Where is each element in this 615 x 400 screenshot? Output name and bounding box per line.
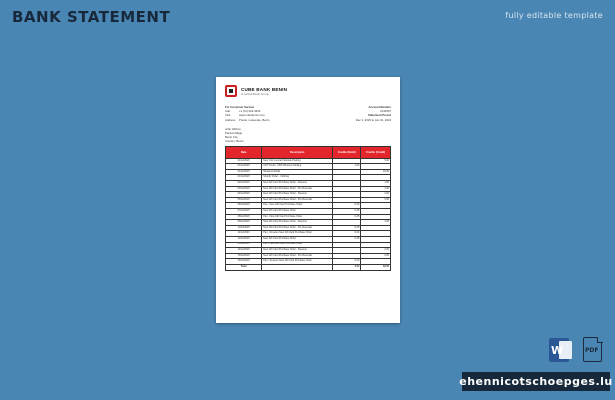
table-cell: New York Central Parkside Parking <box>262 158 333 164</box>
customer-line: Country: Benin <box>225 139 244 144</box>
info-key: Visit <box>225 113 231 118</box>
bank-tagline: A Global Bank Group <box>241 91 270 96</box>
total-row <box>226 264 391 270</box>
table-cell: 0.25 <box>333 214 361 220</box>
page-subtitle: fully editable template <box>505 11 603 20</box>
account-value: Dec 1, 2023 to Jan 31, 2024 <box>355 117 391 122</box>
table-cell: 01/12/2023 <box>226 158 262 164</box>
table-cell: 02/12/2023 <box>226 181 262 187</box>
table-cell: 1.00 <box>361 220 391 226</box>
table-cell: 01/12/2023 <box>226 164 262 170</box>
pdf-label: PDF <box>585 347 599 354</box>
word-letter: W <box>551 344 564 357</box>
statement-info <box>225 105 391 122</box>
account-label: Statement Period <box>367 113 391 118</box>
table-cell: Pan - Reverse New Gift Card Purchase Order <box>262 259 333 265</box>
table-cell: New Gift Card Purchase Order - Reverse <box>262 220 333 226</box>
column-header: Description <box>262 146 333 158</box>
column-header: Credits (Debit) <box>333 146 361 158</box>
table-cell: Shopify Order - Clothing <box>262 175 333 181</box>
table-cell: New Gift Card Purchase Order - Reverse <box>262 181 333 187</box>
table-cell: Pan - New Gift Card Purchase Order <box>262 242 333 248</box>
bank-name: CUBE BANK BENIN <box>241 86 288 92</box>
table-cell: ACH Credit - MVP Wireless Parking <box>262 164 333 170</box>
table-cell: 0.25 <box>333 203 361 209</box>
table-cell: 0.25 <box>333 236 361 242</box>
column-header: Credits (Credit) <box>361 146 391 158</box>
table-cell: 1.00 <box>361 181 391 187</box>
table-cell: 0.25 <box>333 225 361 231</box>
table-cell: 2.00 <box>361 253 391 259</box>
table-cell: 3.00 <box>361 197 391 203</box>
table-cell: 12/12/2023 <box>226 236 262 242</box>
account-info <box>356 105 391 122</box>
table-cell: 01/12/2023 <box>226 169 262 175</box>
bank-logo-icon <box>225 85 237 97</box>
table-cell: Pan - Reverse New Gift Card Purchase Order <box>262 231 333 237</box>
transactions-table <box>225 146 391 271</box>
table-cell: New Gift Card Purchase Order - Reverse <box>262 192 333 198</box>
table-cell: 0.00 <box>333 231 361 237</box>
table-cell: 13/12/2023 <box>226 242 262 248</box>
table-cell: New Gift Card Purchase Order - Pre Reversal <box>262 197 333 203</box>
table-cell: Weekend Deals <box>262 169 333 175</box>
info-value: For Customer Service <box>225 105 255 109</box>
table-cell: 07/12/2023 <box>226 208 262 214</box>
word-file-icon[interactable] <box>549 338 569 362</box>
table-body <box>226 158 391 270</box>
customer-line: Benin City <box>225 135 238 140</box>
table-cell: 10/12/2023 <box>226 225 262 231</box>
table-cell: 09/12/2023 <box>226 220 262 226</box>
service-info <box>225 105 269 122</box>
total-cell <box>262 264 333 270</box>
table-cell: Pan - New Gift Card Purchase Order <box>262 214 333 220</box>
table-cell: New Gift Card Purchase Order - Pre Reversal <box>262 225 333 231</box>
bank-statement-document <box>216 77 400 323</box>
site-banner[interactable]: ehennicotschoepges.lu <box>462 372 610 391</box>
bank-header <box>225 85 391 97</box>
pdf-file-icon[interactable] <box>583 337 602 362</box>
table-cell: 5.00 <box>361 158 391 164</box>
total-cell: Total <box>226 264 262 270</box>
customer-line: John Gibbon <box>225 126 241 131</box>
info-value: +1 (11) 222-3333 <box>239 109 261 114</box>
table-cell: 2.00 <box>361 192 391 198</box>
table-cell: 01/12/2023 <box>226 175 262 181</box>
table-cell: 06/12/2023 <box>226 203 262 209</box>
page-title: BANK STATEMENT <box>12 8 171 26</box>
table-cell: 08/12/2023 <box>226 214 262 220</box>
info-value: Presto, Lossende, Benin <box>239 117 270 122</box>
table-cell: 2.00 <box>361 248 391 254</box>
table-header-row <box>226 146 391 158</box>
table-cell: New Gift Card Purchase Order <box>262 208 333 214</box>
info-value: www.cubebenin.com <box>239 113 265 118</box>
table-cell: 1.00 <box>361 186 391 192</box>
column-header: Date <box>226 146 262 158</box>
account-label: Account Number <box>368 105 391 109</box>
table-cell: 04/12/2023 <box>226 192 262 198</box>
info-key: Call <box>225 109 230 114</box>
total-cell: 33.00 <box>361 264 391 270</box>
table-cell: 05/12/2023 <box>226 197 262 203</box>
table-cell: New Gift Card Purchase Order - Pre Reversal <box>262 186 333 192</box>
table-cell: 0.00 <box>333 259 361 265</box>
table-cell: 1.00 <box>333 164 361 170</box>
table-cell: 14/12/2023 <box>226 248 262 254</box>
table-cell: New Gift Card Purchase Order - Pre Reversal <box>262 253 333 259</box>
table-cell: 11/12/2023 <box>226 231 262 237</box>
table-cell: 03/12/2023 <box>226 186 262 192</box>
total-cell: 4.00 <box>333 264 361 270</box>
table-cell: 0.25 <box>333 208 361 214</box>
info-key: Address <box>225 117 236 122</box>
table-cell: Pan - New Gift Card Purchase Order <box>262 203 333 209</box>
table-cell: 18.00 <box>361 169 391 175</box>
customer-line: Pascal village <box>225 131 243 136</box>
customer-address <box>225 127 391 144</box>
table-cell: 15/12/2023 <box>226 253 262 259</box>
table-cell: New Gift Card Purchase Order - Reverse <box>262 248 333 254</box>
account-value: 1234567 <box>380 109 391 114</box>
table-cell: New Gift Card Purchase Order <box>262 236 333 242</box>
table-cell: 16/12/2023 <box>226 259 262 265</box>
